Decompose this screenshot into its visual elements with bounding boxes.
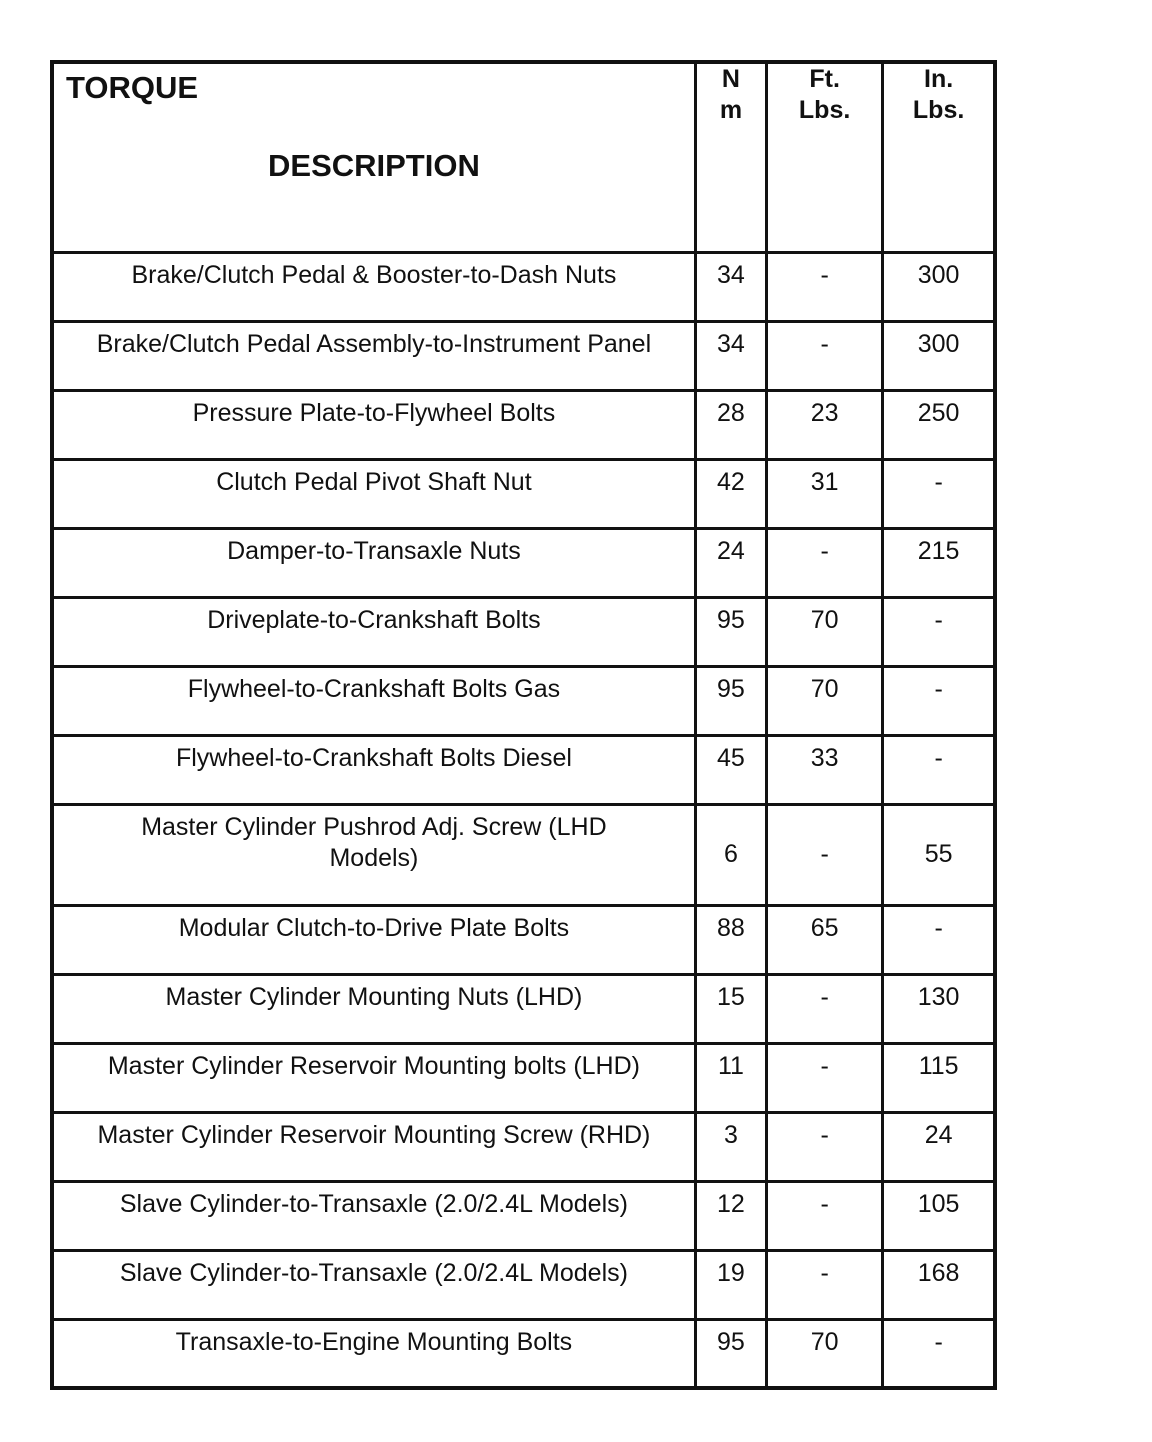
description-cell: Slave Cylinder-to-Transaxle (2.0/2.4L Models) bbox=[52, 1181, 695, 1250]
description-cell: Driveplate-to-Crankshaft Bolts bbox=[52, 597, 695, 666]
table-row bbox=[52, 905, 995, 974]
nm-cell: 95 bbox=[695, 666, 766, 735]
ft-lbs-cell: 65 bbox=[767, 905, 883, 974]
ft-lbs-cell: - bbox=[767, 804, 883, 905]
description-line: Master Cylinder Pushrod Adj. Screw (LHD bbox=[141, 812, 607, 841]
table-row bbox=[52, 1181, 995, 1250]
nm-cell: 45 bbox=[695, 735, 766, 804]
in-lbs-cell: 24 bbox=[883, 1112, 995, 1181]
description-cell: Brake/Clutch Pedal & Booster-to-Dash Nuts bbox=[52, 252, 695, 321]
in-lbs-cell: 215 bbox=[883, 528, 995, 597]
description-cell: Flywheel-to-Crankshaft Bolts Diesel bbox=[52, 735, 695, 804]
table-row bbox=[52, 804, 995, 905]
ft-lbs-column-header bbox=[767, 62, 883, 252]
description-column-header bbox=[52, 62, 695, 252]
table-row bbox=[52, 1112, 995, 1181]
ft-lbs-cell: - bbox=[767, 974, 883, 1043]
table-row bbox=[52, 459, 995, 528]
table-row bbox=[52, 528, 995, 597]
ft-lbs-cell: 31 bbox=[767, 459, 883, 528]
nm-cell: 34 bbox=[695, 321, 766, 390]
nm-cell: 6 bbox=[695, 804, 766, 905]
table-header-row bbox=[52, 62, 995, 252]
description-cell: Master Cylinder Mounting Nuts (LHD) bbox=[52, 974, 695, 1043]
torque-specification-table bbox=[50, 60, 997, 1390]
table-row bbox=[52, 735, 995, 804]
ft-lbs-cell: 70 bbox=[767, 597, 883, 666]
nm-cell: 88 bbox=[695, 905, 766, 974]
nm-cell: 28 bbox=[695, 390, 766, 459]
nm-cell: 3 bbox=[695, 1112, 766, 1181]
in-lbs-cell: - bbox=[883, 905, 995, 974]
in-lbs-cell: - bbox=[883, 666, 995, 735]
ft-lbs-cell: - bbox=[767, 528, 883, 597]
description-cell: Flywheel-to-Crankshaft Bolts Gas bbox=[52, 666, 695, 735]
description-header-label: DESCRIPTION bbox=[268, 148, 480, 183]
table-row bbox=[52, 1250, 995, 1319]
description-cell: Brake/Clutch Pedal Assembly-to-Instrument Panel bbox=[52, 321, 695, 390]
description-cell: Master Cylinder Reservoir Mounting Screw (RHD) bbox=[52, 1112, 695, 1181]
table-row bbox=[52, 252, 995, 321]
in-lbs-cell: 300 bbox=[883, 321, 995, 390]
nm-cell: 19 bbox=[695, 1250, 766, 1319]
in-lbs-cell: 55 bbox=[883, 804, 995, 905]
ft-header-line1: Ft. bbox=[809, 65, 840, 93]
in-lbs-cell: 300 bbox=[883, 252, 995, 321]
in-lbs-cell: 130 bbox=[883, 974, 995, 1043]
ft-lbs-cell: - bbox=[767, 1250, 883, 1319]
description-line: Models) bbox=[329, 843, 419, 872]
nm-header-line1: N bbox=[721, 65, 740, 93]
in-lbs-cell: 105 bbox=[883, 1181, 995, 1250]
description-cell: Slave Cylinder-to-Transaxle (2.0/2.4L Models) bbox=[52, 1250, 695, 1319]
ft-header-line2: Lbs. bbox=[798, 96, 851, 124]
ft-lbs-cell: - bbox=[767, 321, 883, 390]
ft-lbs-cell: - bbox=[767, 1112, 883, 1181]
description-cell: Transaxle-to-Engine Mounting Bolts bbox=[52, 1319, 695, 1388]
description-cell: Pressure Plate-to-Flywheel Bolts bbox=[52, 390, 695, 459]
in-lbs-cell: 115 bbox=[883, 1043, 995, 1112]
nm-cell: 95 bbox=[695, 597, 766, 666]
ft-lbs-cell: 23 bbox=[767, 390, 883, 459]
ft-lbs-cell: 70 bbox=[767, 666, 883, 735]
description-cell bbox=[52, 804, 695, 905]
table-row bbox=[52, 1043, 995, 1112]
nm-cell: 34 bbox=[695, 252, 766, 321]
ft-lbs-cell: 70 bbox=[767, 1319, 883, 1388]
table-row bbox=[52, 666, 995, 735]
nm-cell: 42 bbox=[695, 459, 766, 528]
nm-cell: 15 bbox=[695, 974, 766, 1043]
table-row bbox=[52, 390, 995, 459]
table-title: TORQUE bbox=[66, 70, 199, 105]
table-row bbox=[52, 321, 995, 390]
nm-cell: 11 bbox=[695, 1043, 766, 1112]
in-lbs-cell: 168 bbox=[883, 1250, 995, 1319]
description-cell: Damper-to-Transaxle Nuts bbox=[52, 528, 695, 597]
description-cell: Modular Clutch-to-Drive Plate Bolts bbox=[52, 905, 695, 974]
in-header-line2: Lbs. bbox=[912, 96, 965, 124]
table-row bbox=[52, 974, 995, 1043]
ft-lbs-cell: - bbox=[767, 1043, 883, 1112]
nm-cell: 12 bbox=[695, 1181, 766, 1250]
in-lbs-cell: - bbox=[883, 459, 995, 528]
ft-lbs-cell: - bbox=[767, 252, 883, 321]
in-header-line1: In. bbox=[924, 65, 954, 93]
nm-column-header bbox=[695, 62, 766, 252]
nm-cell: 95 bbox=[695, 1319, 766, 1388]
nm-header-line2: m bbox=[719, 96, 743, 124]
ft-lbs-cell: - bbox=[767, 1181, 883, 1250]
nm-cell: 24 bbox=[695, 528, 766, 597]
description-cell: Clutch Pedal Pivot Shaft Nut bbox=[52, 459, 695, 528]
ft-lbs-cell: 33 bbox=[767, 735, 883, 804]
in-lbs-cell: - bbox=[883, 1319, 995, 1388]
in-lbs-cell: - bbox=[883, 735, 995, 804]
description-cell: Master Cylinder Reservoir Mounting bolts (LHD) bbox=[52, 1043, 695, 1112]
table-row bbox=[52, 597, 995, 666]
in-lbs-cell: 250 bbox=[883, 390, 995, 459]
table-row bbox=[52, 1319, 995, 1388]
in-lbs-column-header bbox=[883, 62, 995, 252]
in-lbs-cell: - bbox=[883, 597, 995, 666]
